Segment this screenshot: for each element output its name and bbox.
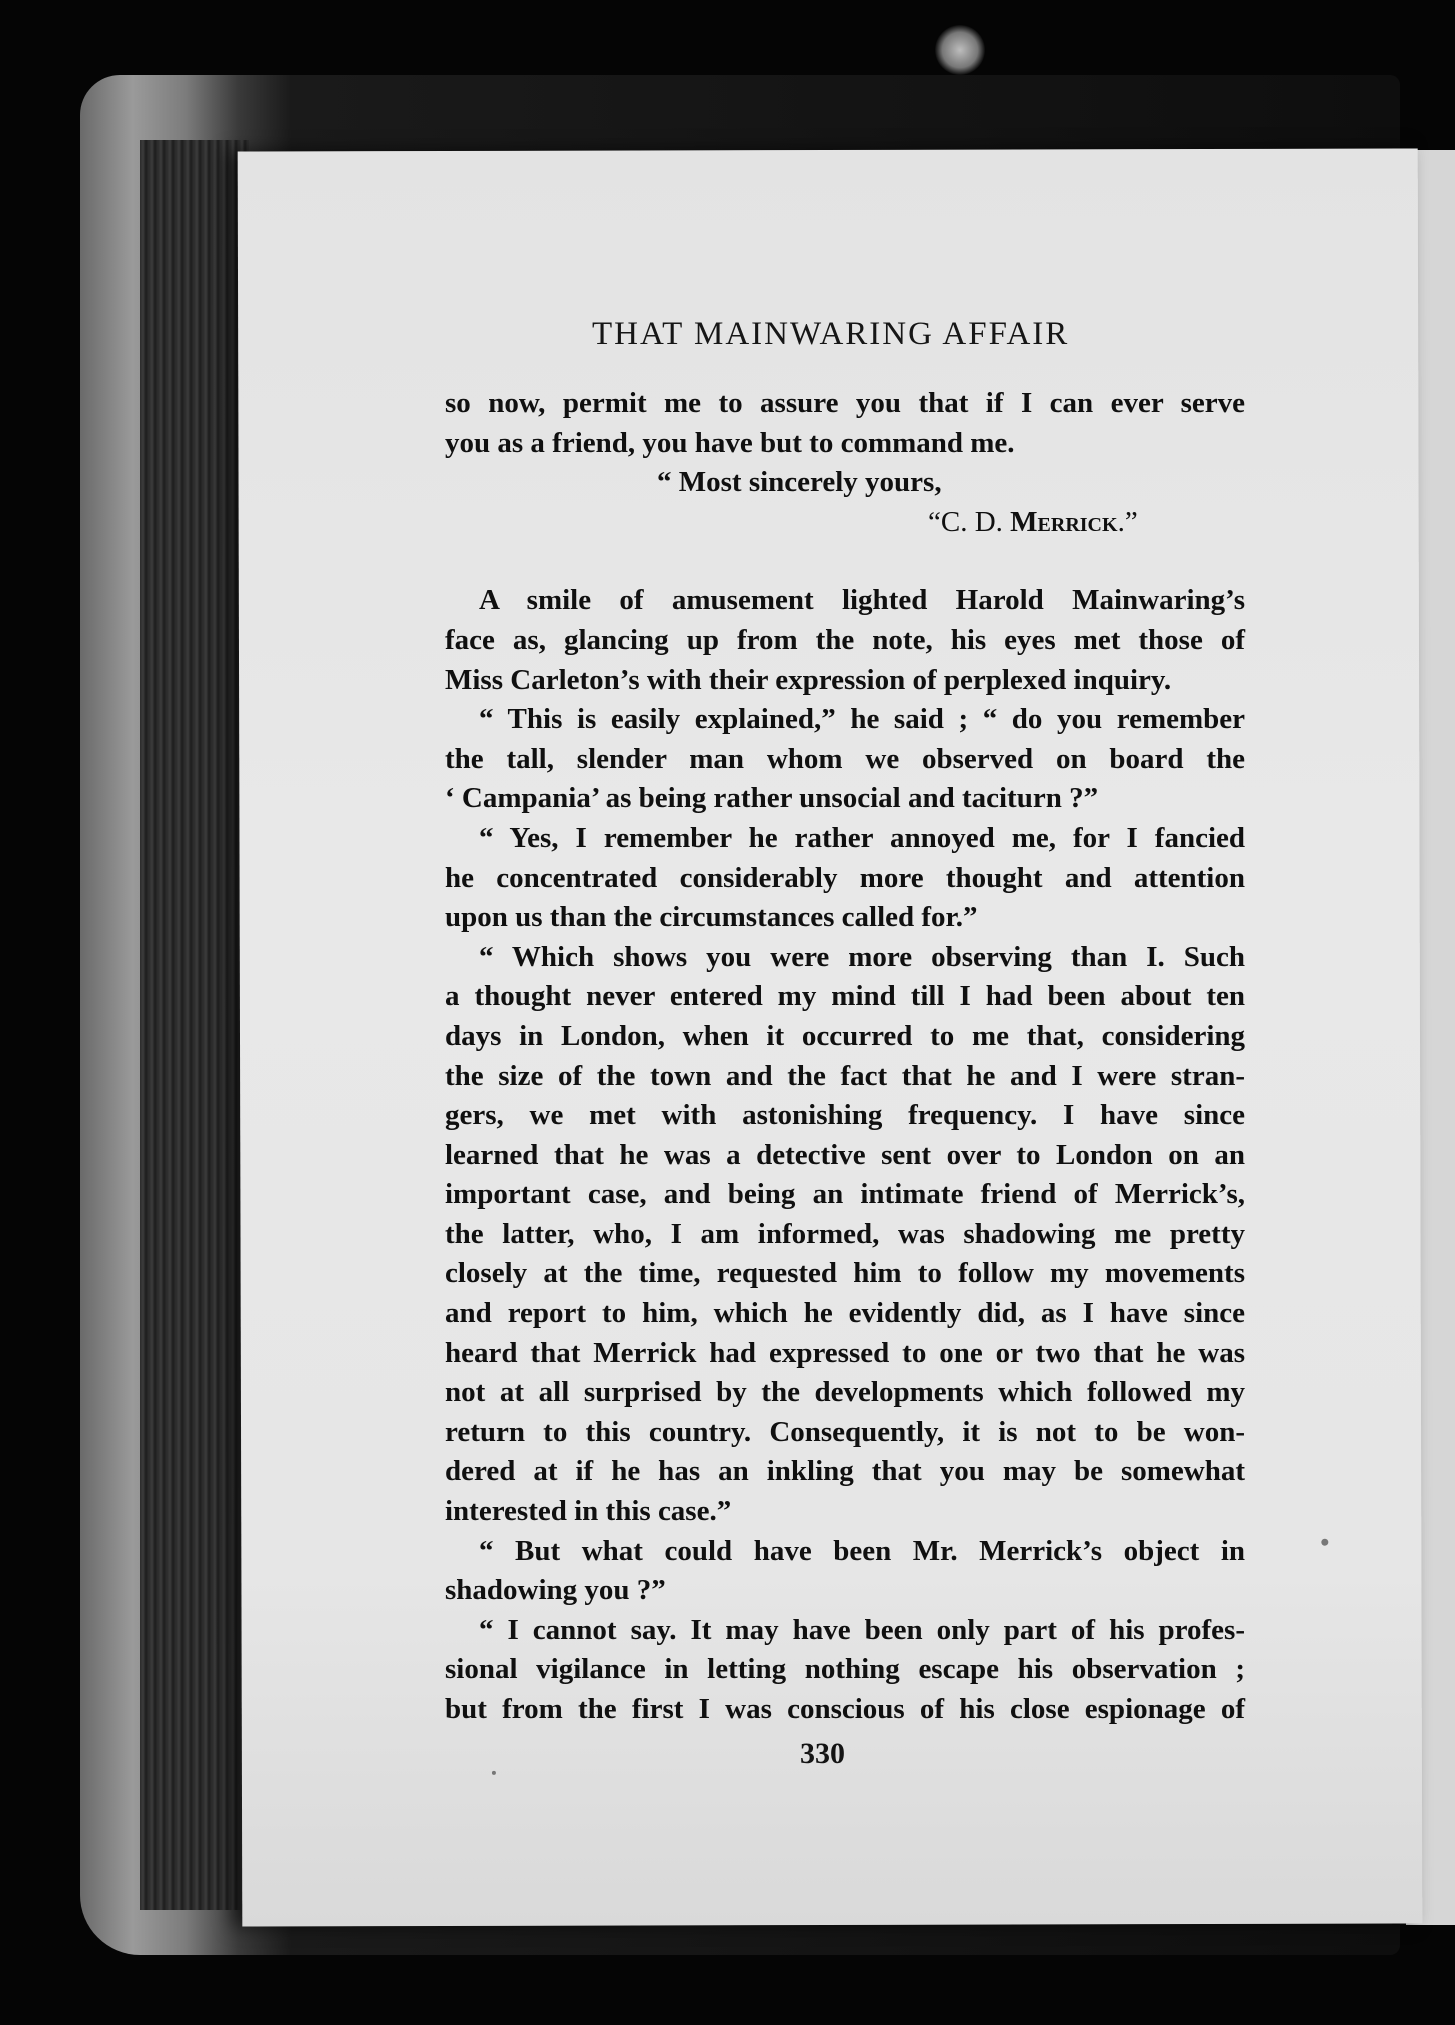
text-line: and report to him, which he evidently did, as I have since	[445, 1297, 1245, 1330]
text-line: face as, glancing up from the note, his eyes met those of	[445, 623, 1245, 656]
text-line: not at all surprised by the developments which followed my	[445, 1376, 1245, 1409]
text-line: “ Yes, I remember he rather annoyed me, for I fancied	[479, 821, 1245, 854]
body-text	[445, 384, 1245, 1730]
page-edges	[140, 140, 250, 1910]
text-line: the size of the town and the fact that he and I were stran-	[445, 1059, 1245, 1092]
ink-blot	[935, 25, 985, 75]
text-line: you as a friend, you have but to command me.	[445, 426, 1015, 459]
text-line: upon us than the circumstances called for.”	[445, 901, 978, 934]
text-line: learned that he was a detective sent over to London on an	[445, 1138, 1245, 1171]
text-line: shadowing you ?”	[445, 1574, 666, 1607]
text-line: the latter, who, I am informed, was shadowing me pretty	[445, 1217, 1245, 1250]
text-line: but from the first I was conscious of his close espionage of	[445, 1693, 1245, 1725]
page-speck	[1321, 1539, 1328, 1546]
letter-closing: “ Most sincerely yours,	[657, 466, 942, 499]
text-line: A smile of amusement lighted Harold Mainwaring’s	[479, 584, 1245, 617]
text-line: return to this country. Consequently, it is not to be won-	[445, 1415, 1245, 1448]
text-line: Miss Carleton’s with their expression of perplexed inquiry.	[445, 663, 1172, 696]
text-line: so now, permit me to assure you that if I can ever serve	[445, 387, 1245, 419]
letter-signature	[445, 503, 1245, 543]
text-line: “ This is easily explained,” he said ; “ do you remember	[479, 703, 1245, 736]
text-line: “ I cannot say. It may have been only part of his profes-	[479, 1613, 1245, 1646]
signature-name: Merrick	[1010, 505, 1118, 538]
page-number: 330	[800, 1737, 845, 1770]
text-line: “ But what could have been Mr. Merrick’s object in	[479, 1534, 1245, 1567]
text-line: he concentrated considerably more thought and attention	[445, 861, 1245, 894]
text-line: ‘ Campania’ as being rather unsocial and taciturn ?”	[445, 782, 1099, 815]
paragraph-gap	[445, 542, 1245, 581]
text-line: sional vigilance in letting nothing escape his observation ;	[445, 1653, 1245, 1686]
page-speck	[492, 1771, 496, 1775]
text-line: gers, we met with astonishing frequency. I have since	[445, 1099, 1245, 1132]
text-line: days in London, when it occurred to me that, considering	[445, 1019, 1245, 1052]
text-line: “ Which shows you were more observing than I. Such	[479, 940, 1245, 973]
signature-suffix: .”	[1117, 505, 1138, 538]
text-line: interested in this case.”	[445, 1495, 732, 1528]
text-line: important case, and being an intimate friend of Merrick’s,	[445, 1178, 1245, 1211]
text-line: closely at the time, requested him to follow my movements	[445, 1257, 1245, 1290]
text-line: a thought never entered my mind till I had been about ten	[445, 980, 1245, 1013]
signature-prefix: “C. D.	[928, 505, 1011, 538]
running-head: THAT MAINWARING AFFAIR	[592, 316, 1070, 352]
text-line: the tall, slender man whom we observed on board the	[445, 742, 1245, 775]
text-line: dered at if he has an inkling that you may be somewhat	[445, 1455, 1245, 1488]
text-line: heard that Merrick had expressed to one or two that he was	[445, 1336, 1245, 1369]
